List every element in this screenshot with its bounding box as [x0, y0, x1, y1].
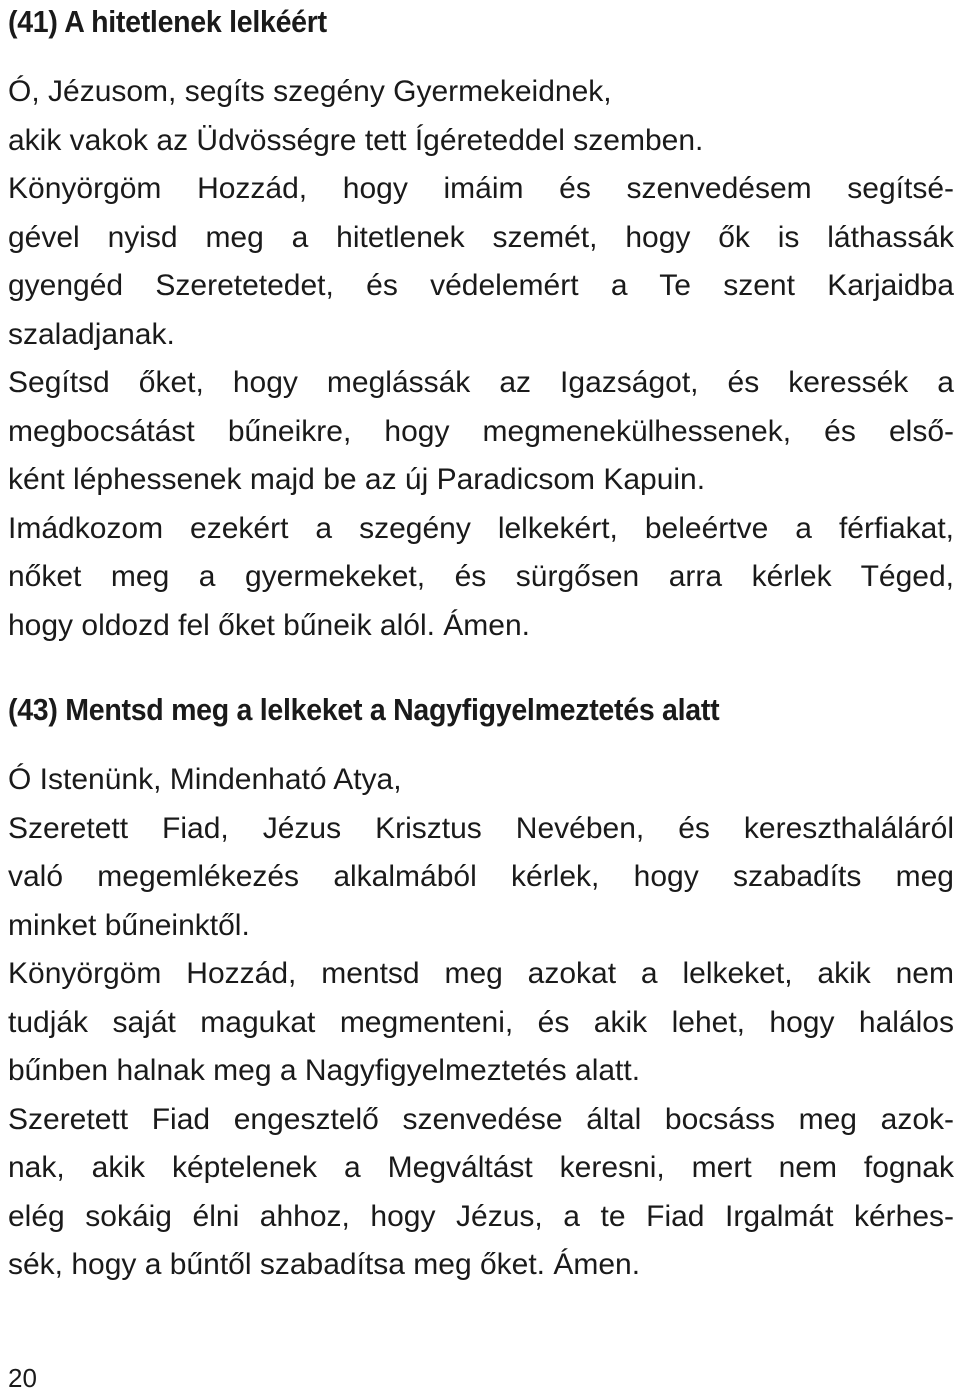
text-line: bűnben halnak meg a Nagyfigyelmeztetés alatt.	[8, 1054, 641, 1087]
section-heading-41: (41) A hitetlenek lelkéért	[8, 4, 327, 39]
text-line: Segítsd őket, hogy meglássák az Igazságot, és keressék a	[8, 366, 954, 399]
text-line: Szeretett Fiad, Jézus Krisztus Nevében, és kereszthaláláról	[8, 811, 954, 845]
text-line: megbocsátást bűneikre, hogy megmenekülhessenek, és első-	[8, 414, 954, 448]
text-line: szaladjanak.	[8, 317, 175, 351]
prayer-text-43	[8, 756, 954, 1290]
text-line: sék, hogy a bűntől szabadítsa meg őket. Ámen.	[8, 1248, 641, 1281]
text-line: nőket meg a gyermekeket, és sürgősen arra kérlek Téged,	[8, 560, 954, 593]
text-line: nak, akik képtelenek a Megváltást keresni, mert nem fognak	[8, 1151, 954, 1184]
text-line: Imádkozom ezekért a szegény lelkekért, beleértve a férfiakat,	[8, 511, 954, 545]
text-line: Ó Istenünk, Mindenható Atya,	[8, 763, 402, 796]
text-line: hogy oldozd fel őket bűneik alól. Ámen.	[8, 608, 530, 642]
text-line: gével nyisd meg a hitetlenek szemét, hogy ők is láthassák	[8, 220, 954, 254]
text-line: gyengéd Szeretetedet, és védelemért a Te szent Karjaidba	[8, 269, 954, 302]
section-heading-43: (43) Mentsd meg a lelkeket a Nagyfigyelmeztetés alatt	[8, 692, 720, 727]
text-line: való megemlékezés alkalmából kérlek, hogy szabadíts meg	[8, 860, 954, 893]
text-line: ként léphessenek majd be az új Paradicsom Kapuin.	[8, 463, 706, 496]
text-line: tudják saját magukat megmenteni, és akik lehet, hogy halálos	[8, 1005, 954, 1039]
text-line: Könyörgöm Hozzád, mentsd meg azokat a lelkeket, akik nem	[8, 957, 954, 990]
page-number: 20	[8, 1363, 37, 1393]
text-line: akik vakok az Üdvösségre tett Ígéreteddel szemben.	[8, 123, 704, 157]
text-line: elég sokáig élni ahhoz, hogy Jézus, a te Fiad Irgalmát kérhes-	[8, 1199, 954, 1233]
prayer-text-41	[8, 68, 954, 650]
text-line: Könyörgöm Hozzád, hogy imáim és szenvedésem segítsé-	[8, 172, 954, 205]
text-line: Ó, Jézusom, segíts szegény Gyermekeidnek,	[8, 75, 612, 108]
text-line: minket bűneinktől.	[8, 908, 250, 942]
text-line: Szeretett Fiad engesztelő szenvedése által bocsáss meg azok-	[8, 1102, 954, 1136]
